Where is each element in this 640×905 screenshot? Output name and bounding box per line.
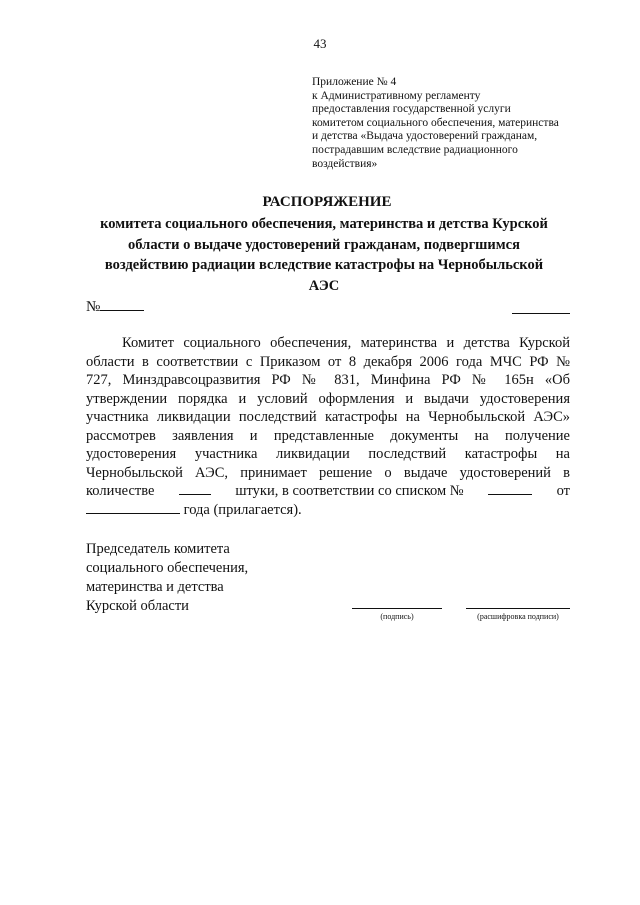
subtitle-line: воздействию радиации вследствие катастрофы на Чернобыльской: [104, 257, 544, 273]
body-line: утверждении порядка и условий оформления и выдачи удостоверения: [86, 390, 570, 407]
body-line: области в соответствии с Приказом от 8 декабря 2006 года МЧС РФ №: [86, 353, 570, 370]
body-line: 727, Минздравсоцразвития РФ № 831, Минфина РФ № 165н «Об: [86, 372, 570, 388]
date-blank: [512, 313, 570, 314]
list-label: штуки, в соответствии со списком №: [235, 483, 464, 499]
appendix-line: пострадавшим вследствие радиационного: [312, 143, 518, 156]
signature-line: [352, 608, 442, 609]
body-line: Комитет социального обеспечения, материнства и детства Курской: [122, 335, 570, 351]
page-number: 43: [313, 36, 327, 51]
appendix-line: комитетом социального обеспечения, материнства: [312, 116, 559, 129]
subtitle-line: комитета социального обеспечения, материнства и детства Курской: [100, 216, 548, 232]
order-number-field: [86, 299, 144, 316]
subtitle-line: области о выдаче удостоверений гражданам, подвергшимся: [128, 236, 520, 253]
decryption-caption: (расшифровка подписи): [477, 612, 559, 621]
signatory-line: материнства и детства: [86, 579, 224, 595]
signatory-line: социального обеспечения,: [86, 560, 249, 576]
body-line: рассмотрев заявления и представленные документы на получение: [86, 427, 570, 444]
order-body: [86, 334, 570, 519]
document-subtitle: [86, 214, 562, 296]
appendix-note: [312, 76, 602, 171]
number-label: №: [86, 299, 101, 315]
body-line: удостоверения участника ликвидации последствий катастрофы на: [86, 446, 570, 462]
list-number-blank: [488, 493, 532, 495]
signatory-line: Курской области: [86, 598, 189, 614]
list-date-blank: [86, 512, 180, 514]
appendix-line: воздействия»: [312, 157, 378, 170]
body-line: участника ликвидации последствий катастрофы на Чернобыльской АЭС»: [86, 409, 570, 425]
body-line-date: [86, 501, 570, 520]
from-label: от: [556, 483, 570, 499]
document-title: РАСПОРЯЖЕНИЕ: [262, 194, 392, 210]
signatory-block: [86, 540, 248, 616]
quantity-blank: [179, 493, 211, 495]
appendix-line: предоставления государственной услуги: [312, 103, 511, 116]
body-line-quantity: [86, 482, 570, 501]
quantity-label: количестве: [86, 483, 155, 499]
number-blank: [100, 309, 144, 311]
signature-caption: (подпись): [380, 612, 414, 621]
year-label: года (прилагается).: [183, 501, 302, 518]
appendix-line: и детства «Выдача удостоверений гражданам,: [312, 130, 538, 143]
appendix-line: Приложение № 4: [312, 76, 397, 88]
decryption-line: [466, 608, 570, 609]
subtitle-line: АЭС: [308, 277, 340, 294]
body-line: Чернобыльской АЭС, принимает решение о выдаче удостоверений в: [86, 464, 570, 481]
signatory-line: Председатель комитета: [86, 541, 230, 557]
appendix-line: к Административному регламенту: [312, 89, 481, 102]
